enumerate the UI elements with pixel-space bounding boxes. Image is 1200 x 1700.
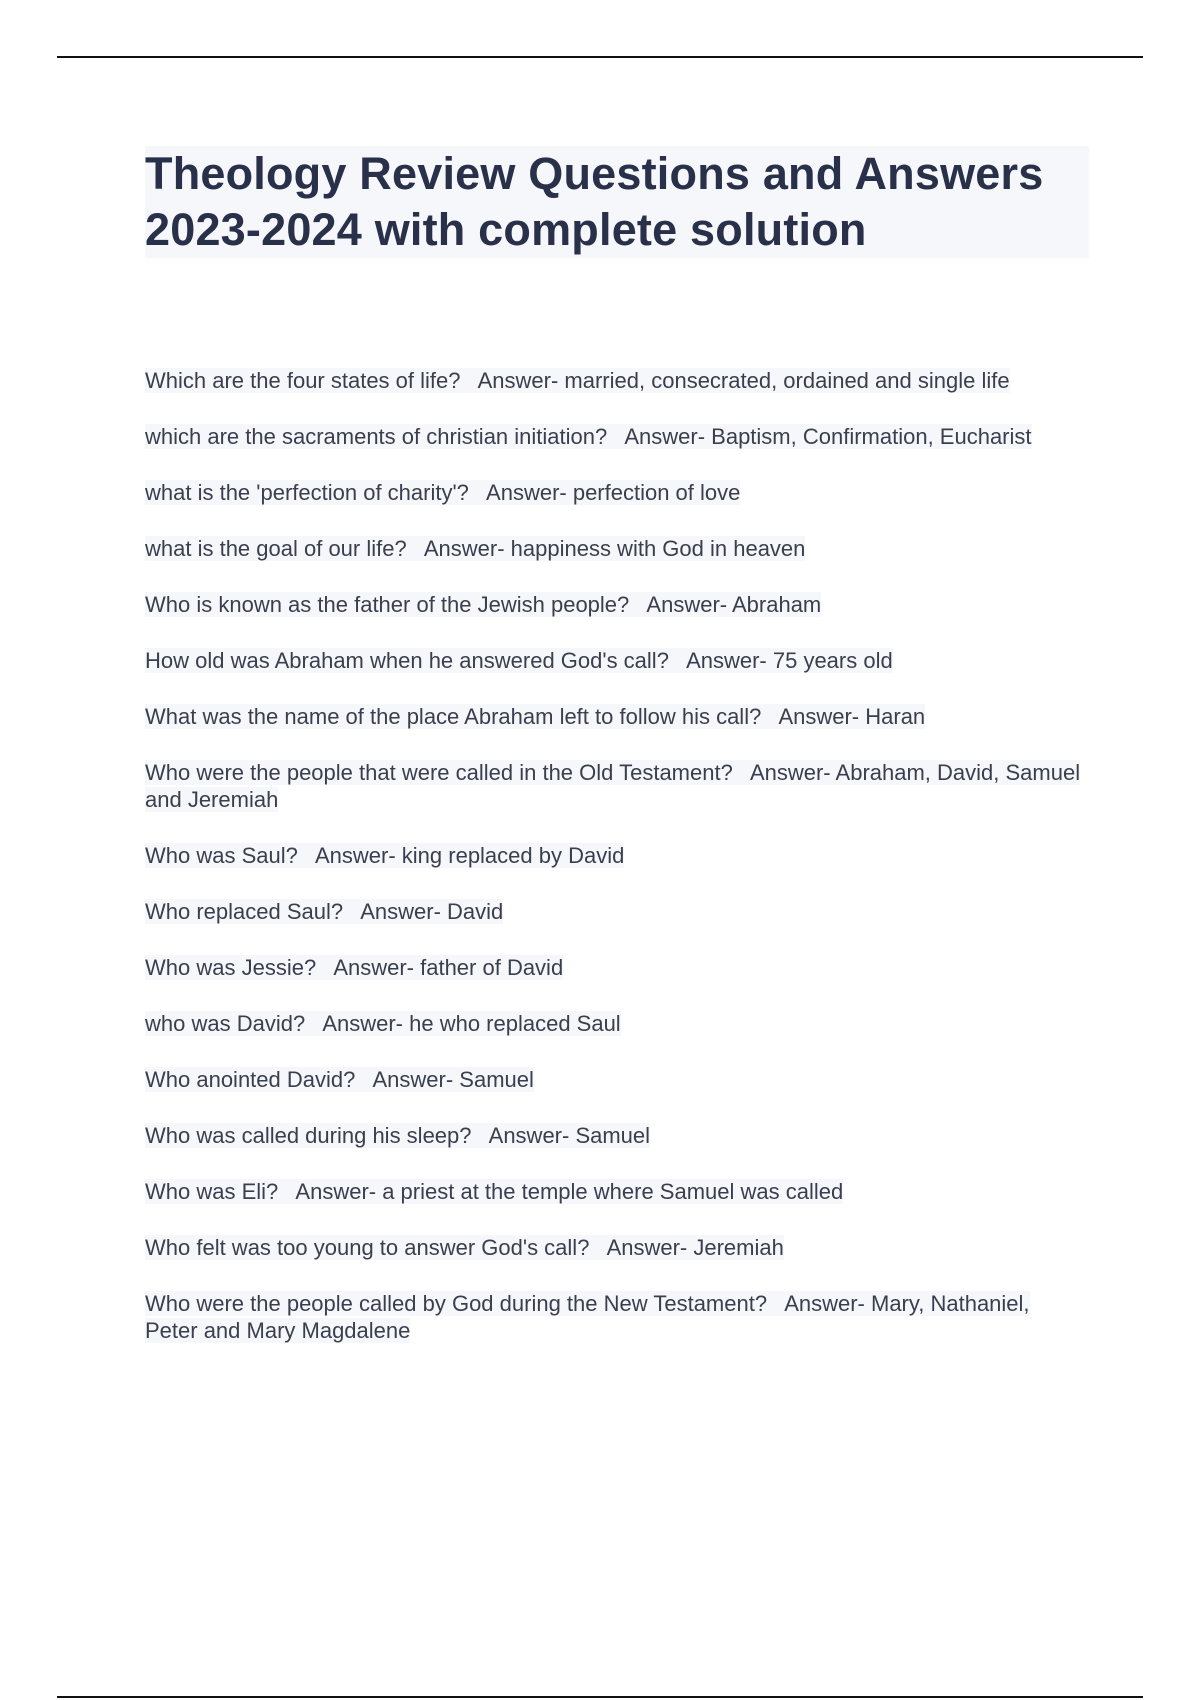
answer-text: Answer- he who replaced Saul xyxy=(322,1011,621,1036)
question-text: What was the name of the place Abraham left to follow his call? xyxy=(145,704,762,729)
qa-item xyxy=(145,954,1085,981)
question-text: Who was Jessie? xyxy=(145,955,317,980)
qa-item xyxy=(145,1234,1085,1261)
qa-item xyxy=(145,367,1085,394)
question-text: what is the 'perfection of charity'? xyxy=(145,480,469,505)
answer-text: Answer- Jeremiah xyxy=(606,1235,784,1260)
qa-item xyxy=(145,898,1085,925)
question-text: How old was Abraham when he answered God's call? xyxy=(145,648,669,673)
answer-text: Answer- perfection of love xyxy=(486,480,741,505)
qa-item xyxy=(145,1010,1085,1037)
qa-item xyxy=(145,703,1085,730)
question-text: Who were the people that were called in the Old Testament? xyxy=(145,760,733,785)
question-text: what is the goal of our life? xyxy=(145,536,407,561)
answer-text: Answer- Samuel xyxy=(372,1067,534,1092)
qa-item xyxy=(145,1066,1085,1093)
question-text: which are the sacraments of christian initiation? xyxy=(145,424,608,449)
answer-text: Answer- Haran xyxy=(778,704,926,729)
answer-text: Answer- happiness with God in heaven xyxy=(423,536,806,561)
qa-item xyxy=(145,423,1085,450)
title-block xyxy=(145,146,1089,258)
qa-item xyxy=(145,1290,1085,1344)
question-text: Who anointed David? xyxy=(145,1067,356,1092)
answer-text: Answer- king replaced by David xyxy=(314,843,625,868)
question-text: Who is known as the father of the Jewish people? xyxy=(145,592,630,617)
qa-item xyxy=(145,479,1085,506)
top-rule xyxy=(57,56,1143,58)
qa-list xyxy=(145,367,1085,1373)
answer-text: Answer- father of David xyxy=(333,955,564,980)
question-text: Who was called during his sleep? xyxy=(145,1123,472,1148)
answer-text: Answer- Mary, Nathaniel, Peter and Mary Magdalene xyxy=(145,1291,1030,1343)
question-text: who was David? xyxy=(145,1011,306,1036)
qa-item xyxy=(145,1122,1085,1149)
question-text: Which are the four states of life? xyxy=(145,368,461,393)
answer-text: Answer- Abraham, David, Samuel and Jeremiah xyxy=(145,760,1081,812)
document-title: Theology Review Questions and Answers 2023-2024 with complete solution xyxy=(145,148,1044,255)
question-text: Who replaced Saul? xyxy=(145,899,344,924)
answer-text: Answer- David xyxy=(360,899,504,924)
bottom-rule xyxy=(57,1696,1143,1698)
question-text: Who were the people called by God during the New Testament? xyxy=(145,1291,768,1316)
answer-text: Answer- 75 years old xyxy=(686,648,893,673)
qa-item xyxy=(145,842,1085,869)
qa-item xyxy=(145,759,1085,813)
answer-text: Answer- Abraham xyxy=(646,592,822,617)
question-text: Who was Eli? xyxy=(145,1179,279,1204)
answer-text: Answer- Baptism, Confirmation, Eucharist xyxy=(624,424,1032,449)
answer-text: Answer- Samuel xyxy=(488,1123,651,1148)
qa-item xyxy=(145,535,1085,562)
question-text: Who was Saul? xyxy=(145,843,298,868)
qa-item xyxy=(145,647,1085,674)
answer-text: Answer- married, consecrated, ordained and single life xyxy=(477,368,1010,393)
question-text: Who felt was too young to answer God's call? xyxy=(145,1235,590,1260)
answer-text: Answer- a priest at the temple where Samuel was called xyxy=(295,1179,844,1204)
qa-item xyxy=(145,1178,1085,1205)
qa-item xyxy=(145,591,1085,618)
